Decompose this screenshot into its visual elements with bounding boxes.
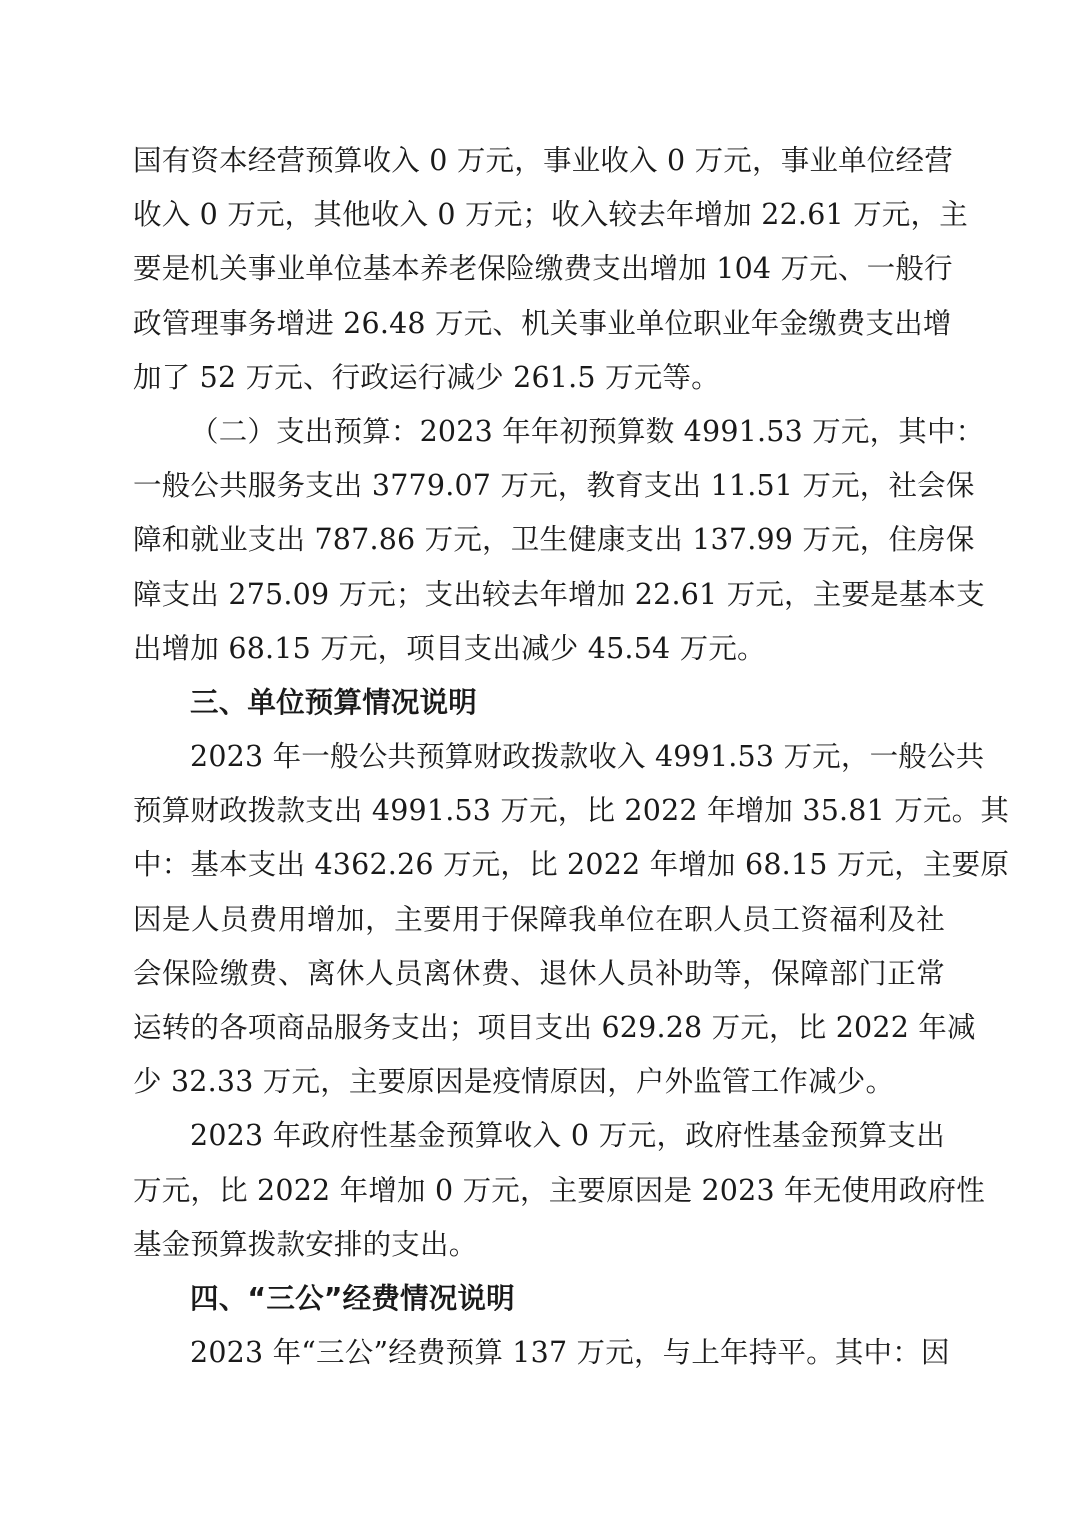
paragraph-line: 2023 年“三公”经费预算 137 万元，与上年持平。其中：因 [190, 1336, 950, 1370]
paragraph-line: 少 32.33 万元，主要原因是疫情原因，户外监管工作减少。 [133, 1065, 895, 1099]
section-heading: 四、“三公”经费情况说明 [190, 1281, 515, 1315]
paragraph-line: 预算财政拨款支出 4991.53 万元，比 2022 年增加 35.81 万元。其 [133, 794, 1010, 828]
paragraph-line: （二）支出预算：2023 年年初预算数 4991.53 万元，其中： [190, 414, 985, 448]
document-page [133, 134, 1010, 1380]
paragraph-line: 出增加 68.15 万元，项目支出减少 45.54 万元。 [133, 631, 766, 665]
paragraph-line: 国有资本经营预算收入 0 万元，事业收入 0 万元，事业单位经营 [133, 144, 953, 177]
paragraph-line: 要是机关事业单位基本养老保险缴费支出增加 104 万元、一般行 [133, 252, 953, 286]
paragraph-line: 基金预算拨款安排的支出。 [133, 1227, 478, 1261]
paragraph-line: 运转的各项商品服务支出；项目支出 629.28 万元，比 2022 年减 [133, 1011, 976, 1044]
paragraph-line: 加了 52 万元、行政运行减少 261.5 万元等。 [133, 360, 720, 394]
paragraph-line: 因是人员费用增加，主要用于保障我单位在职人员工资福利及社 [133, 902, 945, 936]
section-heading: 三、单位预算情况说明 [190, 685, 478, 719]
paragraph-line: 2023 年一般公共预算财政拨款收入 4991.53 万元，一般公共 [190, 740, 985, 774]
paragraph-line: 障支出 275.09 万元；支出较去年增加 22.61 万元，主要是基本支 [133, 577, 985, 611]
paragraph-line: 障和就业支出 787.86 万元，卫生健康支出 137.99 万元，住房保 [133, 523, 975, 557]
paragraph-line: 2023 年政府性基金预算收入 0 万元，政府性基金预算支出 [190, 1119, 945, 1153]
paragraph-line: 政管理事务增进 26.48 万元、机关事业单位职业年金缴费支出增 [133, 306, 952, 340]
paragraph-line: 收入 0 万元，其他收入 0 万元；收入较去年增加 22.61 万元，主 [133, 198, 968, 232]
paragraph-line: 万元，比 2022 年增加 0 万元，主要原因是 2023 年无使用政府性 [133, 1173, 985, 1207]
paragraph-line: 会保险缴费、离休人员离休费、退休人员补助等，保障部门正常 [133, 956, 945, 990]
paragraph-line: 中：基本支出 4362.26 万元，比 2022 年增加 68.15 万元，主要原 [133, 848, 1010, 882]
paragraph-line: 一般公共服务支出 3779.07 万元，教育支出 11.51 万元，社会保 [133, 469, 975, 503]
